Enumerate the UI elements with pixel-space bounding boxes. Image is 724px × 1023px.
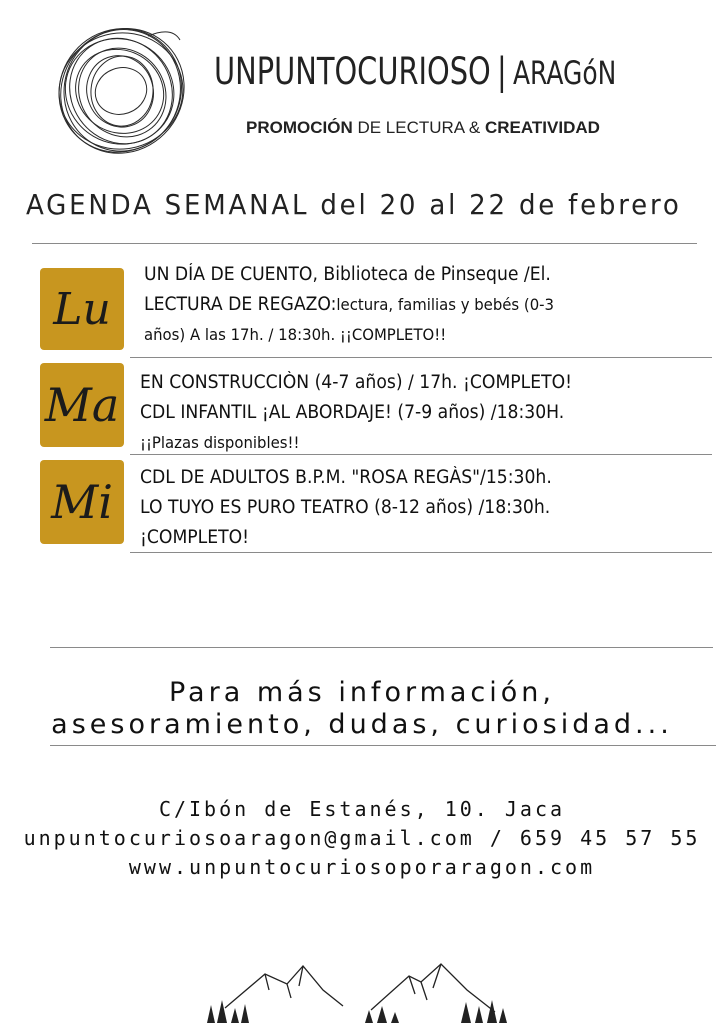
email-phone: unpuntocuriosoaragon@gmail.com / 659 45 57 55 [23, 826, 701, 850]
website-link[interactable]: www.unpuntocuriosoporaragon.com [128, 855, 596, 879]
tagline [246, 118, 600, 138]
brand-separator: | [497, 50, 507, 93]
divider [130, 552, 712, 553]
day-badge-monday [40, 268, 124, 350]
entry-monday [144, 260, 554, 350]
brand-region: ARAGóN [512, 54, 617, 92]
info-line-2: asesoramiento, dudas, curiosidad... [51, 709, 673, 740]
info-block [0, 677, 724, 741]
mountains-icon [195, 960, 515, 1023]
divider [130, 357, 712, 358]
contact-block [0, 795, 724, 882]
entry-line: EN CONSTRUCCIÒN (4-7 años) / 17h. ¡COMPLETO! [140, 372, 573, 393]
day-badge-wednesday [40, 460, 124, 544]
divider [50, 745, 716, 746]
logo-scribble-icon [52, 22, 190, 160]
agenda-title: AGENDA SEMANAL del 20 al 22 de febrero [26, 188, 682, 221]
info-line-1: Para más información, [168, 677, 555, 708]
brand-name: UNPUNTOCURIOSO [214, 50, 491, 93]
entry-line-part: LECTURA DE REGAZO: [144, 294, 337, 315]
entry-wednesday [140, 463, 552, 553]
entry-line: CDL INFANTIL ¡AL ABORDAJE! (7-9 años) /18:30H. [140, 402, 565, 423]
tagline-part-2: DE LECTURA & [352, 118, 485, 137]
entry-line: ¡¡Plazas disponibles!! [140, 433, 300, 452]
day-abbr: Mi [51, 475, 113, 529]
divider [130, 454, 712, 455]
brand-title [214, 50, 616, 93]
tagline-part-3: CREATIVIDAD [485, 118, 600, 137]
entry-line-part: lectura, familias y bebés (0-3 [336, 295, 555, 314]
entry-line: años) A las 17h. / 18:30h. ¡¡COMPLETO!! [144, 325, 447, 344]
day-abbr: Ma [44, 378, 120, 432]
entry-tuesday [140, 368, 572, 458]
day-abbr: Lu [53, 283, 111, 335]
entry-line: LO TUYO ES PURO TEATRO (8-12 años) /18:30h. [140, 497, 551, 518]
address: C/Ibón de Estanés, 10. Jaca [158, 797, 566, 821]
entry-line [144, 290, 554, 320]
entry-line: UN DÍA DE CUENTO, Biblioteca de Pinseque /El. [144, 264, 551, 285]
divider [50, 647, 713, 648]
entry-line: CDL DE ADULTOS B.P.M. "ROSA REGÀS"/15:30h. [140, 467, 552, 488]
tagline-part-1: PROMOCIÓN [246, 118, 353, 137]
divider [32, 243, 697, 244]
entry-line: ¡COMPLETO! [140, 527, 250, 548]
day-badge-tuesday [40, 363, 124, 447]
